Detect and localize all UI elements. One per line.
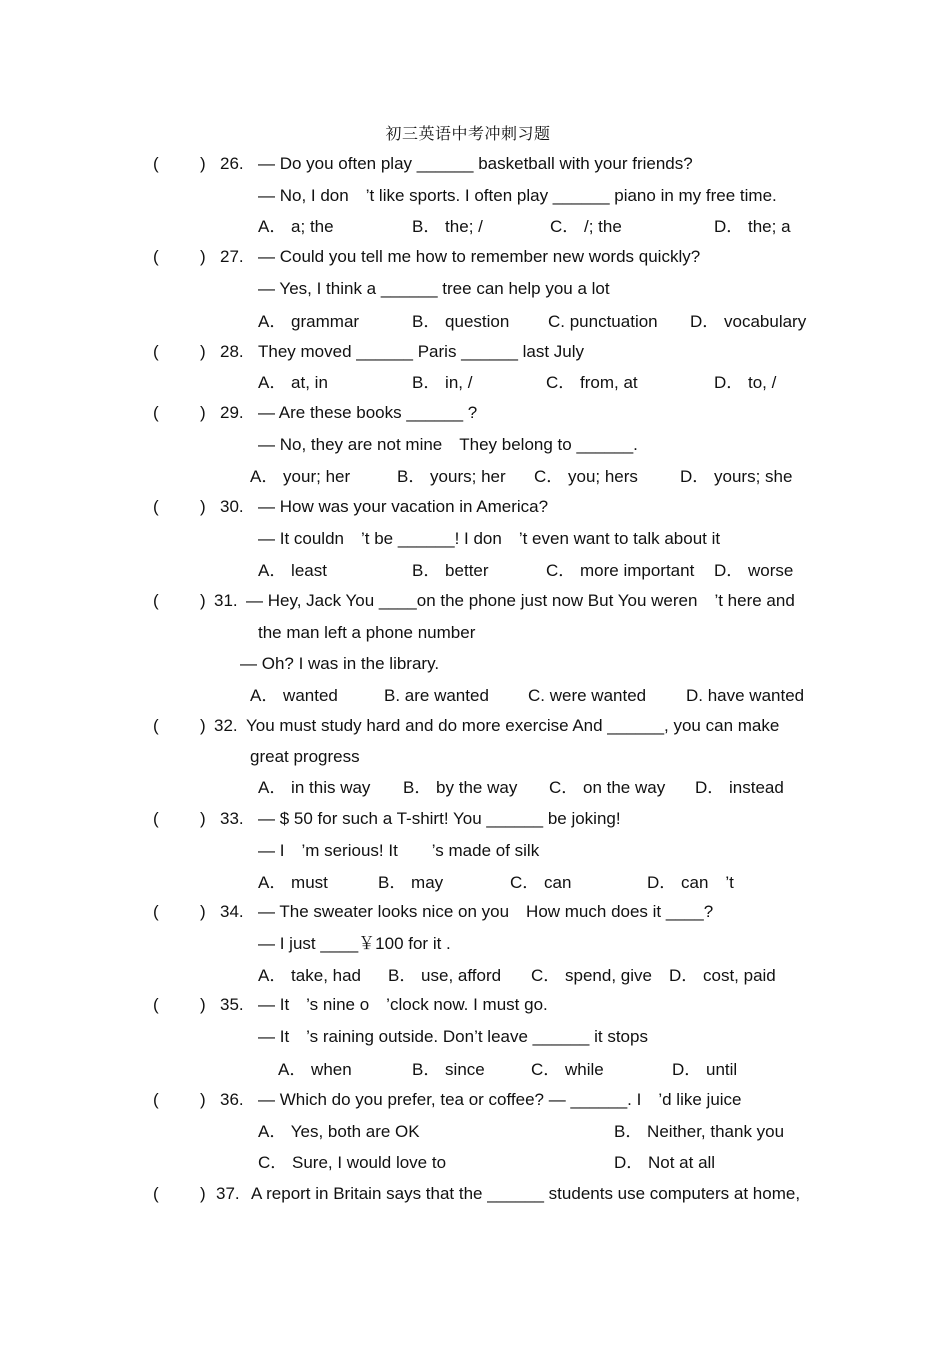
option-d: D. have wanted — [686, 686, 805, 705]
answer-paren-open: ( — [153, 247, 159, 266]
option-a: A． grammar — [258, 312, 360, 331]
question-number: 27. — [220, 247, 244, 266]
option-c: C． from, at — [546, 373, 638, 392]
question-number: 31. — [214, 591, 238, 610]
question-stem: — Which do you prefer, tea or coffee? — ______. I ’d like juice — [258, 1090, 742, 1109]
question-stem: — Do you often play ______ basketball with your friends? — [258, 154, 693, 173]
question-line: — It ’s raining outside. Don’t leave ______ it stops — [258, 1027, 648, 1046]
option-b: B． in, / — [412, 373, 473, 392]
question-stem: You must study hard and do more exercise And ______, you can make — [246, 716, 780, 735]
option-d: D． instead — [695, 778, 784, 797]
option-a: A． your; her — [250, 467, 351, 486]
answer-paren-close: ) — [200, 154, 206, 173]
option-a: A． when — [278, 1060, 352, 1079]
answer-paren-close: ) — [200, 902, 206, 921]
answer-paren-close: ) — [200, 716, 206, 735]
question-line: — I ’m serious! It ’s made of silk — [258, 841, 540, 860]
option-b: B． since — [412, 1060, 485, 1079]
option-b: B． question — [412, 312, 510, 331]
option-a: A． at, in — [258, 373, 328, 392]
answer-paren-close: ) — [200, 1090, 206, 1109]
answer-paren-open: ( — [153, 995, 159, 1014]
option-b: B． by the way — [403, 778, 518, 797]
option-b: B． Neither, thank you — [614, 1122, 785, 1141]
answer-paren-close: ) — [200, 497, 206, 516]
answer-paren-close: ) — [200, 995, 206, 1014]
question-stem: — $ 50 for such a T-shirt! You ______ be joking! — [258, 809, 621, 828]
answer-paren-close: ) — [200, 1184, 206, 1203]
option-c: C． /; the — [550, 217, 622, 236]
question-line: — Oh? I was in the library. — [240, 654, 440, 673]
question-number: 37. — [216, 1184, 240, 1203]
answer-paren-close: ) — [200, 403, 206, 422]
answer-paren-open: ( — [153, 497, 159, 516]
answer-paren-open: ( — [153, 716, 159, 735]
answer-paren-open: ( — [153, 154, 159, 173]
option-b: B． may — [378, 873, 444, 892]
option-d: D． vocabulary — [690, 312, 807, 331]
question-stem: — It ’s nine o ’clock now. I must go. — [258, 995, 548, 1014]
question-line: — No, they are not mine They belong to ______. — [258, 435, 638, 454]
option-a: A． least — [258, 561, 327, 580]
option-a: A． wanted — [250, 686, 338, 705]
question-line: — I just ____￥100 for it . — [258, 934, 451, 953]
question-number: 35. — [220, 995, 244, 1014]
question-number: 33. — [220, 809, 244, 828]
option-c: C． spend, give — [531, 966, 652, 985]
question-number: 36. — [220, 1090, 244, 1109]
answer-paren-close: ) — [200, 591, 206, 610]
option-d: D． worse — [714, 561, 794, 580]
answer-paren-open: ( — [153, 342, 159, 361]
option-c: C． more important — [546, 561, 695, 580]
option-d: D． can ’t — [647, 873, 734, 892]
answer-paren-open: ( — [153, 1184, 159, 1203]
option-b: B． yours; her — [397, 467, 506, 486]
option-c: C. were wanted — [528, 686, 647, 705]
option-a: A． in this way — [258, 778, 371, 797]
option-d: D． to, / — [714, 373, 777, 392]
question-line: — No, I don ’t like sports. I often play ______ piano in my free time. — [258, 186, 777, 205]
question-stem: A report in Britain says that the ______ students use computers at home, — [251, 1184, 801, 1203]
option-a: A． take, had — [258, 966, 362, 985]
page-title: 初三英语中考冲刺习题 — [385, 124, 551, 143]
question-stem: They moved ______ Paris ______ last July — [258, 342, 585, 361]
answer-paren-open: ( — [153, 902, 159, 921]
option-d: D． until — [672, 1060, 738, 1079]
answer-paren-close: ) — [200, 342, 206, 361]
option-c: C． you; hers — [534, 467, 638, 486]
option-b: B． the; / — [412, 217, 483, 236]
answer-paren-open: ( — [153, 591, 159, 610]
option-a: A． a; the — [258, 217, 334, 236]
question-stem: — How was your vacation in America? — [258, 497, 549, 516]
option-a: A． Yes, both are OK — [258, 1122, 420, 1141]
option-d: D． the; a — [714, 217, 791, 236]
option-b: B． better — [412, 561, 489, 580]
question-stem: — Could you tell me how to remember new words quickly? — [258, 247, 701, 266]
option-c: C． can — [510, 873, 572, 892]
question-line: great progress — [250, 747, 360, 766]
question-number: 28. — [220, 342, 244, 361]
answer-paren-open: ( — [153, 1090, 159, 1109]
question-line: — Yes, I think a ______ tree can help you a lot — [258, 279, 610, 298]
answer-paren-close: ) — [200, 247, 206, 266]
question-number: 34. — [220, 902, 244, 921]
question-number: 30. — [220, 497, 244, 516]
question-line: the man left a phone number — [258, 623, 476, 642]
answer-paren-close: ) — [200, 809, 206, 828]
question-number: 26. — [220, 154, 244, 173]
answer-paren-open: ( — [153, 809, 159, 828]
answer-paren-open: ( — [153, 403, 159, 422]
question-line: — It couldn ’t be ______! I don ’t even want to talk about it — [258, 529, 721, 548]
question-stem: — Are these books ______ ? — [258, 403, 478, 422]
question-number: 32. — [214, 716, 238, 735]
option-c: C． while — [531, 1060, 604, 1079]
option-d: D． Not at all — [614, 1153, 716, 1172]
question-number: 29. — [220, 403, 244, 422]
question-stem: — Hey, Jack You ____on the phone just now But You weren ’t here and — [246, 591, 795, 610]
option-d: D． yours; she — [680, 467, 793, 486]
option-c: C. punctuation — [548, 312, 658, 331]
option-a: A． must — [258, 873, 328, 892]
option-d: D． cost, paid — [669, 966, 776, 985]
option-c: C． Sure, I would love to — [258, 1153, 447, 1172]
question-stem: — The sweater looks nice on you How much does it ____? — [258, 902, 714, 921]
option-b: B． use, afford — [388, 966, 502, 985]
option-c: C． on the way — [549, 778, 666, 797]
option-b: B. are wanted — [384, 686, 489, 705]
